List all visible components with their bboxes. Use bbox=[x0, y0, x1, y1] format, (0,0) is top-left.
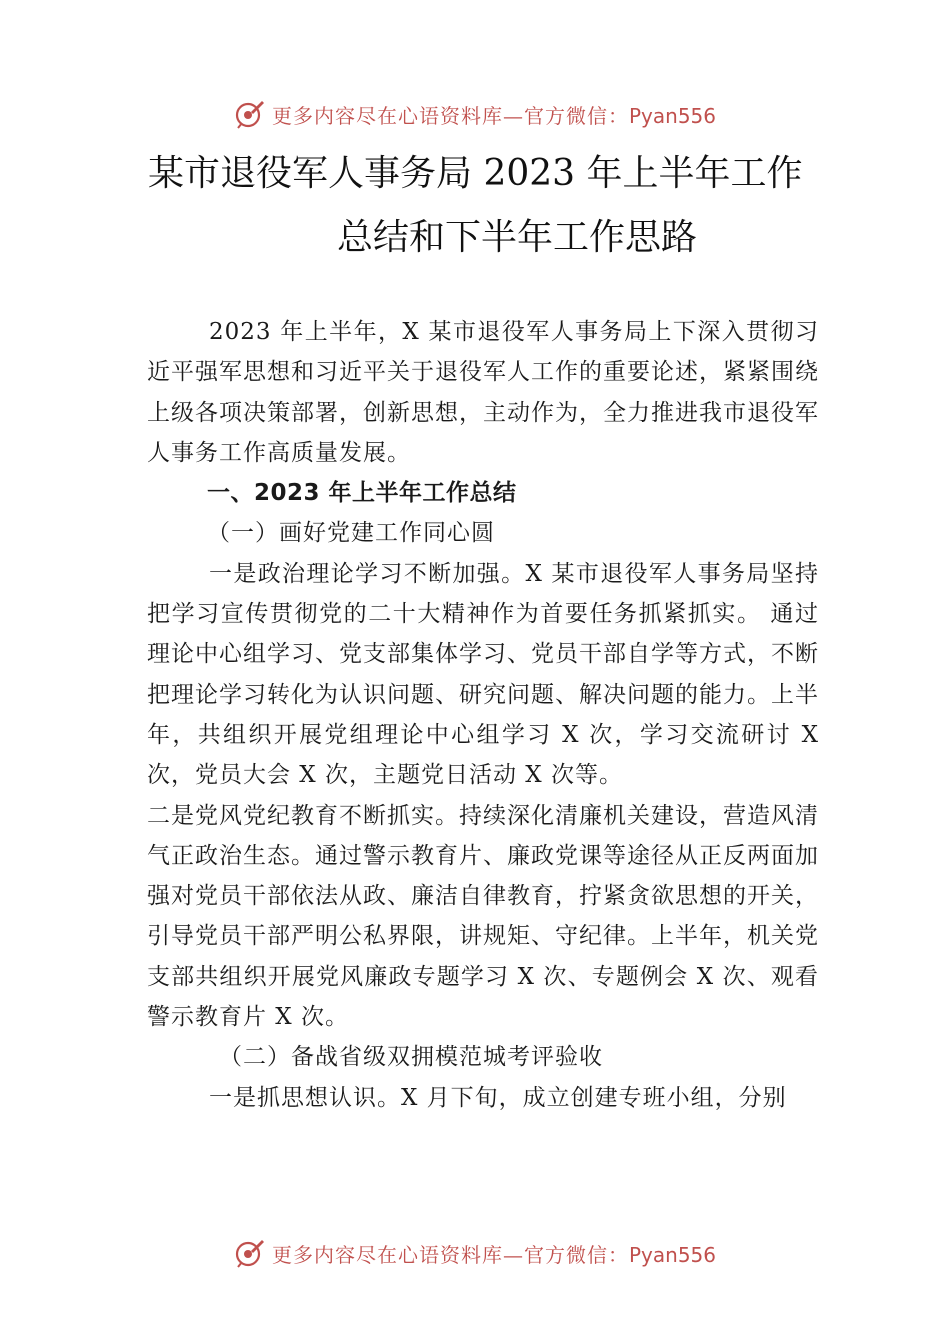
section-heading-1: 一、2023 年上半年工作总结 bbox=[207, 480, 517, 507]
document-body bbox=[147, 312, 819, 1118]
paragraph-thinking: 一是抓思想认识。X 月下旬，成立创建专班小组，分别 bbox=[209, 1084, 787, 1111]
watermark-text: 更多内容尽在心语资料库—官方微信：Pyan556 bbox=[271, 1242, 716, 1267]
document-title-line1: 某市退役军人事务局 2023 年上半年工作 bbox=[148, 153, 803, 194]
paragraph-party-discipline: 二是党风党纪教育不断抓实。持续深化清廉机关建设，营造风清气正政治生态。通过警示教育片、廉政党课等途径从正反两面加强对党员干部依法从政、廉洁自律教育，拧紧贪欲思想的开关，引导党员干部严明公私界限，讲规矩、守纪律。上半年，机关党支部共组织开展党风廉政专题学习 X 次、专题例会 X 次、观看警示教育片 X 次。 bbox=[147, 802, 819, 1031]
subsection-heading-2: （二）备战省级双拥模范城考评验收 bbox=[219, 1044, 603, 1071]
watermark-text: 更多内容尽在心语资料库—官方微信：Pyan556 bbox=[271, 103, 716, 128]
pen-logo-icon bbox=[234, 1237, 266, 1269]
watermark-account: Pyan556 bbox=[628, 1242, 716, 1267]
watermark-header bbox=[0, 97, 950, 131]
watermark-account: Pyan556 bbox=[628, 103, 716, 128]
pen-logo-icon bbox=[234, 98, 266, 130]
subsection-heading-1: （一）画好党建工作同心圆 bbox=[207, 520, 495, 547]
document-title-line2: 总结和下半年工作思路 bbox=[337, 217, 698, 258]
paragraph-political-study: 一是政治理论学习不断加强。X 某市退役军人事务局坚持把学习宣传贯彻党的二十大精神作为首要任务抓紧抓实。 通过理论中心组学习、党支部集体学习、党员干部自学等方式，不断把理论学习转化为认识问题、研究问题、解决问题的能力。上半年，共组织开展党组理论中心组学习 X 次，学习交流研讨 X 次，党员大会 X 次，主题党日活动 X 次等。 bbox=[147, 560, 819, 789]
watermark-footer bbox=[0, 1236, 950, 1270]
intro-paragraph: 2023 年上半年，X 某市退役军人事务局上下深入贯彻习近平强军思想和习近平关于退役军人工作的重要论述，紧紧围绕上级各项决策部署，创新思想，主动作为，全力推进我市退役军人事务工作高质量发展。 bbox=[147, 319, 819, 466]
